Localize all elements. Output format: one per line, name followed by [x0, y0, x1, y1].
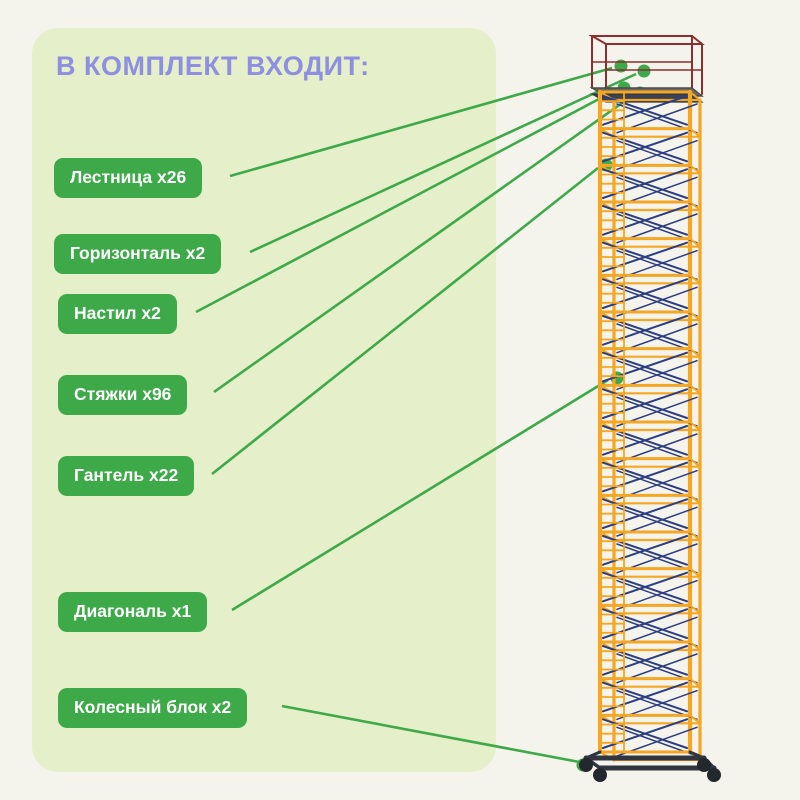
- part-chip: Диагональ x1: [58, 592, 207, 632]
- part-chip: Лестница x26: [54, 158, 202, 198]
- part-chip: Настил x2: [58, 294, 177, 334]
- wheel-block: [593, 768, 607, 782]
- wheel-block: [697, 758, 711, 772]
- part-chip: Стяжки x96: [58, 375, 187, 415]
- part-chip: Горизонталь x2: [54, 234, 221, 274]
- wheel-block: [707, 768, 721, 782]
- wheel-block: [579, 758, 593, 772]
- part-chip: Колесный блок x2: [58, 688, 247, 728]
- top-guardrail-top: [592, 36, 702, 44]
- page-title: В КОМПЛЕКТ ВХОДИТ:: [56, 51, 370, 81]
- part-chip: Гантель x22: [58, 456, 194, 496]
